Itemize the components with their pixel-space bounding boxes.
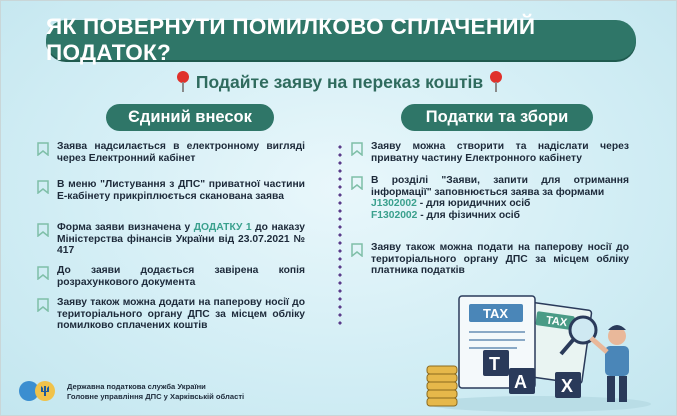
list-item-text: Заяву можна створити та надіслати через приватну частину Електронного кабінету xyxy=(371,141,629,164)
list-item-text: Заява надсилається в електронному вигляді через Електронний кабінет xyxy=(57,141,305,164)
bookmark-icon xyxy=(37,142,49,156)
form-code: F1302002 xyxy=(371,209,418,221)
page-title: ЯК ПОВЕРНУТИ ПОМИЛКОВО СПЛАЧЕНИЙ ПОДАТОК? xyxy=(46,20,636,60)
svg-text:TAX: TAX xyxy=(483,306,509,321)
form-code-row: J1302002 - для юридичних осіб xyxy=(371,198,531,210)
list-item xyxy=(37,297,327,332)
list-item-text: Заяву також можна додати на паперову носії до територіального органу ДПС за місцем обліку помилково сплачених коштів xyxy=(57,297,305,332)
tax-illustration xyxy=(421,286,661,412)
bookmark-icon xyxy=(37,298,49,312)
footer-line-2: Головне управління ДПС у Харківській області xyxy=(67,392,245,401)
bookmark-icon xyxy=(351,142,363,156)
footer xyxy=(19,381,244,403)
bookmark-icon xyxy=(37,180,49,194)
form-code-row: F1302002 - для фізичних осіб xyxy=(371,209,521,221)
person-figure xyxy=(591,325,629,402)
svg-text:T: T xyxy=(489,354,500,374)
list-item-text: В розділі "Заяви, запити для отримання інформації" заповнюється заява за формами J1302002 - для юридичних осіб F1302002 - для фізичних осіб xyxy=(371,175,629,221)
subtitle-row xyxy=(1,67,677,97)
tax-service-logo xyxy=(19,381,59,403)
list-item xyxy=(351,175,651,221)
column-divider xyxy=(338,143,342,325)
list-item xyxy=(37,179,327,202)
list-item-text: До заяви додається завірена копія розрахункового документа xyxy=(57,265,305,288)
footer-text xyxy=(67,382,244,402)
bookmark-icon xyxy=(37,223,49,237)
pin-icon xyxy=(489,71,503,93)
bookmark-icon xyxy=(351,176,363,190)
left-column-heading: Єдиний внесок xyxy=(106,104,274,131)
footer-line-1: Державна податкова служба України xyxy=(67,382,206,391)
appendix-link[interactable]: ДОДАТКУ 1 xyxy=(193,222,252,233)
list-item-text: Заяву також можна подати на паперову носії до територіального органу ДПС за місцем обліку платника податків xyxy=(371,242,629,277)
list-item-text: Форма заяви визначена у ДОДАТКУ 1 до наказу Міністерства фінансів України від 23.07.2021 № 417 xyxy=(57,222,305,257)
logo-trident-icon xyxy=(35,381,55,401)
list-item xyxy=(37,141,327,164)
svg-text:TAX: TAX xyxy=(545,314,568,330)
right-column-heading: Податки та збори xyxy=(401,104,593,131)
pin-icon xyxy=(176,71,190,93)
list-item xyxy=(37,222,327,257)
list-item xyxy=(351,242,651,277)
list-item xyxy=(351,141,651,164)
subtitle-text: Подайте заяву на переказ коштів xyxy=(195,71,484,92)
svg-text:A: A xyxy=(514,372,527,392)
bookmark-icon xyxy=(37,266,49,280)
svg-text:X: X xyxy=(561,376,574,396)
bookmark-icon xyxy=(351,243,363,257)
list-item-text: В меню "Листування з ДПС" приватної частини Е-кабінету прикріплюється сканована заява xyxy=(57,179,305,202)
list-item xyxy=(37,265,327,288)
form-code: J1302002 xyxy=(371,198,417,210)
coin-stack xyxy=(427,366,457,406)
